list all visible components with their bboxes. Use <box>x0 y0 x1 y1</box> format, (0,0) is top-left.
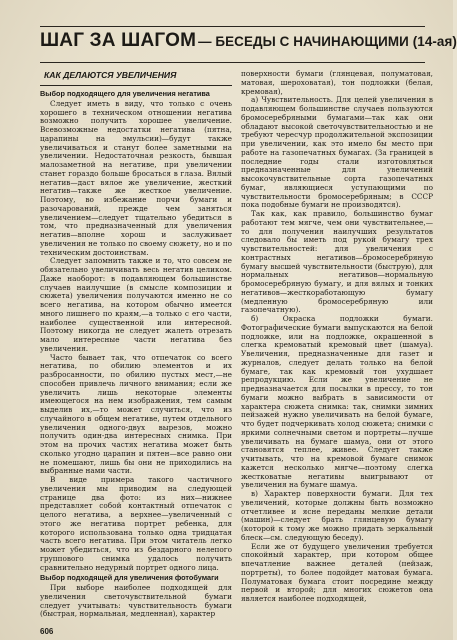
paragraph: В виде примера такого частичного увеличения мы приводим на следующей странице два фото: из них—нижнее представляет собой контактный отпечаток с целого негатива, а верхнее—увеличенный с этого же негатива портрет ребенка, для которого использована только одна тридцатая часть всего негатива. При этом читатель легко может убедиться, что из бездарного нелепого группового снимка удалось получить сравнительно недурный портрет одного лица. <box>40 475 232 572</box>
left-column <box>40 70 232 625</box>
paragraph: Следует иметь в виду, что только с очень хорошего в техническом отношении негатива возможно получить хорошее увеличение. Всевозможные недостатки негатива (пятна, царапины на эмульсии)—будут также увеличиваться и станут более заметными на увеличении. Недостаточная резкость, бывшая малозаметной на негативе, при увеличении станет гораздо больше бросаться в глаза. Вялый негатив—даст вялое же увеличение, жесткий негатив—также же жесткое увеличение. Поэтому, во избежание порчи бумаги и разочарований, прежде чем заняться увеличением—следует тщательно убедиться в том, что предназначенный для увеличения негатив—вполне хорош и заслуживает увеличения не только по своему сюжету, но и по техническим достоинствам. <box>40 98 232 257</box>
header-top-rule <box>40 26 425 27</box>
right-column <box>241 70 433 625</box>
paragraph: а) Чувствительность. Для целей увеличения в подавляющем большинстве случаев пользуются бромосеребряными бумагами—так как они обладают высокой светочувствительностью и не требуют чересчур продолжительной экспозиции при увеличении, как это имело бы место при работе на газопечатных бумагах. (За границей в последние годы стали изготовляться предназначенные для увеличений высокочувствительные сорта газопечатных бумаг, являющиеся уступающими по чувствительности бромосеребряным; в СССР пока подобные бумаги не производятся). <box>241 95 433 210</box>
header-title-rest: — БЕСЕДЫ С НАЧИНАЮЩИМИ (14-ая) <box>198 34 457 49</box>
subhead-negative: Выбор подходящего для увеличения негатива <box>40 89 210 98</box>
paragraph: в) Характер поверхности бумаги. Для тех увеличений, которые должны быть возможно отчетливее и ясне переданы мелкие детали (машин)—следует брать глянцевую бумагу (которой к тому же можно придать зеркальный блеск—см. следующую беседу). <box>241 489 433 542</box>
paragraph: Так как, как правило, большинство бумаг работают тем мягче, чем они чувствительнее,—то для получения наилучших результатов следовало бы иметь под рукой бумагу трех чувствительностей: для увеличения с контрастных негативов—бромосеребряную бумагу высшей чувствительности (быструю), для нормальных негативов—нормальную бромосеребряную бумагу, и для вялых и тонких негативов—жесткоработающую бумагу (медленную бромосеребряную или газопечатную). <box>241 209 433 315</box>
subhead-paper: Выбор подходящей для увеличения фотобумаги <box>40 573 219 583</box>
paragraph: поверхности бумаги (глянцевая, полуматовая, матовая, шероховатая), тон подложки (белая, кремовая), <box>241 69 433 96</box>
paragraph: Часто бывает так, что отпечаток со всего негатива, по обилию элементов и их разбросанности, по обилию пустых мест,—не способен привлечь личного внимания; если же увеличить лишь некоторые элементы имеющегося на нем изображения, тем самым выделив их,—то может случиться, что из случайного в общем негативе, путем отдельного увеличения одного-двух вырезов, можно получить один-два интересных снимка. При этом на прочих частях негатива может быть сколько угодно царапин и пятен—все равно они не помешают, лишь бы они не приходились на выбранные нами части. <box>40 352 232 476</box>
page-number: 606 <box>40 627 54 636</box>
paragraph: При выборе наиболее подходящей для увеличения светочувствительной бумаги следует учитывать: чувствительность бумаги (быстрая, нормальная, медленная), характер <box>40 583 232 619</box>
paragraph: Следует запомнить также и то, что совсем не обязательно увеличивать весь негатив целиком. Даже наоборот: в подавляющем большинстве случаев наилучшие (в смысле композиции и сюжета) увеличения получаются именно не со всего негатива, на котором обычно имеется много лишнего по краям,—а только с его части, наиболее существенной или интересной. Поэтому никогда не следует жалеть отрезать мало интересные части негатива без увеличения. <box>40 256 232 353</box>
header-bottom-rule <box>40 62 425 63</box>
header-title-main: ШАГ ЗА ШАГОМ <box>40 30 197 51</box>
paragraph: Если же от будущего увеличения требуется спокойный характер, при котором общее впечатление важнее деталей (пейзаж, портреты), то более подойдет матовая бумага. Полуматовая бумага стоит посредине между первой и второй; для многих сюжетов она является наиболее подходящей, <box>241 541 433 603</box>
section-title: КАК ДЕЛАЮТСЯ УВЕЛИЧЕНИЯ <box>44 70 177 80</box>
section-rule <box>40 85 232 86</box>
paragraph: б) Окраска подложки бумаги. Фотографические бумаги выпускаются на белой подложке, или на подложке, окрашенной в слегка кремоватый кремовый цвет (шамуа). Увеличения, предназначенные для газет и журналов, следует делать только на белой бумаге, так как кремовый тон ухудшает репродукцию. Если же увеличение не предназначается для посылки в прессу, то тон бумаги можно выбрать в зависимости от характера сюжета снимка: так, снимки зимних пейзажей нужно увеличивать на белой бумаге, что будет подчеркивать холод сюжета; снимки с яркими солнечными светом и портреты—лучше увеличивать на бумаге шамуа, они от этого становятся теплее, живее. Следует также учитывать, что на кремовой бумаге снимок кажется несколько мягче—поэтому слегка жестковатые негативы выигрывают от увеличения на бумаге шамуа. <box>241 314 433 490</box>
page-header <box>40 30 457 64</box>
